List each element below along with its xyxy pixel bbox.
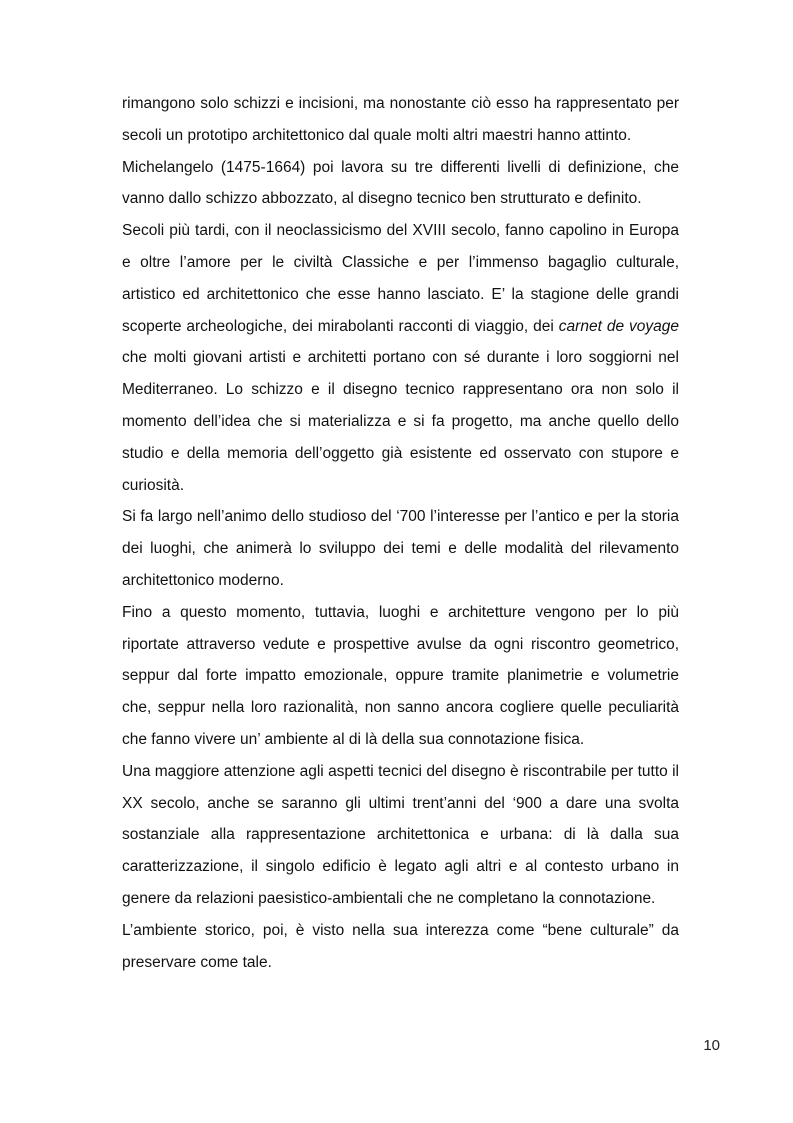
paragraph-3-part-2: che molti giovani artisti e architetti portano con sé durante i loro soggiorni nel Mediterraneo. Lo schizzo e il disegno tecnico rappresentano ora non solo il momento dell’idea che si materializza e si fa progetto, ma anche quello dello studio e della memoria dell’oggetto già esistente ed osservato con stupore e curiosità. bbox=[122, 349, 679, 494]
paragraph-5: Fino a questo momento, tuttavia, luoghi e architetture vengono per lo più riportate attraverso vedute e prospettive avulse da ogni riscontro geometrico, seppur dal forte impatto emozionale, oppure tramite planimetrie e volumetrie che, seppur nella loro razionalità, non sanno ancora cogliere quelle peculiarità che fanno vivere un’ ambiente al di là della sua connotazione fisica. bbox=[122, 603, 679, 748]
paragraph-1: rimangono solo schizzi e incisioni, ma nonostante ciò esso ha rappresentato per secoli un prototipo architettonico dal quale molti altri maestri hanno attinto. bbox=[122, 95, 679, 144]
paragraph-4: Si fa largo nell’animo dello studioso del ‘700 l’interesse per l’antico e per la storia dei luoghi, che animerà lo sviluppo dei temi e delle modalità del rilevamento architettonico moderno. bbox=[122, 508, 679, 589]
paragraph-3 bbox=[122, 215, 679, 501]
carnet-de-voyage-italic: carnet de voyage bbox=[558, 317, 679, 335]
page-number: 10 bbox=[703, 1037, 720, 1054]
paragraph-7: L’ambiente storico, poi, è visto nella sua interezza come “bene culturale” da preservare come tale. bbox=[122, 921, 679, 971]
page-body bbox=[122, 88, 679, 978]
paragraph-6: Una maggiore attenzione agli aspetti tecnici del disegno è riscontrabile per tutto il XX secolo, anche se saranno gli ultimi trent’anni del ‘900 a dare una svolta sostanziale alla rappresentazione architettonica e urbana: di là dalla sua caratterizzazione, il singolo edificio è legato agli altri e al contesto urbano in genere da relazioni paesistico-ambientali che ne completano la connotazione. bbox=[122, 762, 679, 907]
paragraph-3-part-1: Secoli più tardi, con il neoclassicismo del XVIII secolo, fanno capolino in Europa e oltre l’amore per le civiltà Classiche e per l’immenso bagaglio culturale, artistico ed architettonico che esse hanno lasciato. E’ la stagione delle grandi scoperte archeologiche, dei mirabolanti racconti di viaggio, dei bbox=[122, 222, 679, 335]
paragraph-2: Michelangelo (1475-1664) poi lavora su tre differenti livelli di definizione, che vanno dallo schizzo abbozzato, al disegno tecnico ben strutturato e definito. bbox=[122, 158, 679, 208]
